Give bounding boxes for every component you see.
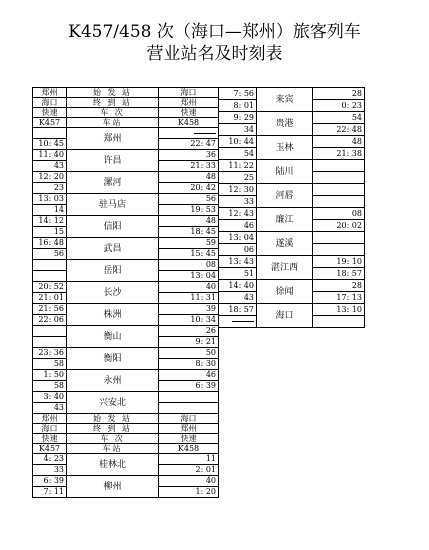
timetable-title: K457/458 次（海口—郑州）旅客列车 <box>68 22 361 42</box>
header-cell: 郑州 <box>33 88 67 98</box>
table-row <box>33 194 219 205</box>
up-time: 21: 38 <box>313 148 365 160</box>
station-name: 河唇 <box>257 184 313 208</box>
up-time: 17: 13 <box>313 292 365 304</box>
up-time: 28 <box>313 280 365 292</box>
down-time: 12: 43 <box>219 208 257 220</box>
up-time: 8: 30 <box>159 359 219 370</box>
up-time <box>313 184 365 196</box>
up-time: 22: 47 <box>159 139 219 150</box>
up-time: 10: 34 <box>159 315 219 326</box>
down-time: 23: 36 <box>33 348 67 359</box>
station-name: 陆川 <box>257 160 313 184</box>
station-name: 贵港 <box>257 112 313 136</box>
down-time: 13: 03 <box>33 194 67 205</box>
station-name: 湛江西 <box>257 256 313 280</box>
header-row <box>33 434 219 444</box>
up-time: 18: 57 <box>313 268 365 280</box>
down-time: 11: 22 <box>219 160 257 172</box>
down-time: 43 <box>219 292 257 304</box>
down-time: 12: 30 <box>219 184 257 196</box>
up-time <box>159 403 219 414</box>
down-time: 18: 57 <box>219 304 257 316</box>
table-row <box>33 326 219 337</box>
station-name: 衡阳 <box>67 348 159 370</box>
table-row <box>219 208 365 220</box>
header-cell: 郑州 <box>33 414 67 424</box>
down-time <box>33 337 67 348</box>
station-name: 廉江 <box>257 208 313 232</box>
down-time: 56 <box>33 249 67 260</box>
up-time: 18: 45 <box>159 227 219 238</box>
station-name: 许昌 <box>67 150 159 172</box>
up-time: 40 <box>159 476 219 487</box>
header-cell: K457 <box>33 444 67 454</box>
header-cell: 始 发 站 <box>67 88 159 98</box>
table-row <box>219 304 365 316</box>
down-time: 06 <box>219 244 257 256</box>
down-time: 21: 01 <box>33 293 67 304</box>
down-time: 12: 20 <box>33 172 67 183</box>
header-row <box>33 444 219 454</box>
up-time: 22: 48 <box>313 124 365 136</box>
up-time: 08 <box>159 260 219 271</box>
down-time: 43 <box>33 161 67 172</box>
header-cell: 快速 <box>159 434 219 444</box>
up-time: 39 <box>159 304 219 315</box>
station-name: 衡山 <box>67 326 159 348</box>
down-time <box>33 260 67 271</box>
station-name: 武昌 <box>67 238 159 260</box>
table-row <box>219 160 365 172</box>
up-time: 59 <box>159 238 219 249</box>
down-time: 1: 50 <box>33 370 67 381</box>
table-row <box>33 150 219 161</box>
header-cell: 海口 <box>159 414 219 424</box>
down-time: 58 <box>33 359 67 370</box>
table-row <box>219 112 365 124</box>
header-cell: 车站 <box>67 444 159 454</box>
right-timetable <box>218 87 365 328</box>
table-row <box>219 88 365 100</box>
down-time: 3: 40 <box>33 392 67 403</box>
up-time: 13: 04 <box>159 271 219 282</box>
header-cell: 车 次 <box>67 434 159 444</box>
header-cell: 快速 <box>33 108 67 118</box>
station-name: 遂溪 <box>257 232 313 256</box>
station-name: 漯河 <box>67 172 159 194</box>
table-row <box>219 184 365 196</box>
header-cell: K458 <box>159 444 219 454</box>
up-time <box>313 232 365 244</box>
down-time: 54 <box>219 148 257 160</box>
down-time: 46 <box>219 220 257 232</box>
down-time: 10: 44 <box>219 136 257 148</box>
up-time: 54 <box>313 112 365 124</box>
table-row <box>33 128 219 139</box>
table-row <box>33 304 219 315</box>
up-time: 48 <box>159 172 219 183</box>
header-row <box>33 414 219 424</box>
station-name: 兴安北 <box>67 392 159 414</box>
table-row <box>219 232 365 244</box>
station-name: 玉林 <box>257 136 313 160</box>
down-time <box>33 271 67 282</box>
header-cell: 快速 <box>159 108 219 118</box>
down-time: 15 <box>33 227 67 238</box>
table-row <box>33 260 219 271</box>
down-time: 14: 12 <box>33 216 67 227</box>
up-time: 13: 10 <box>313 304 365 316</box>
table-row <box>33 172 219 183</box>
up-time: 48 <box>159 216 219 227</box>
up-time: 28 <box>313 88 365 100</box>
up-time <box>313 160 365 172</box>
up-time: 50 <box>159 348 219 359</box>
up-time: 11: 31 <box>159 293 219 304</box>
header-row <box>33 88 219 98</box>
header-cell: 始 发 站 <box>67 414 159 424</box>
down-time: 21: 56 <box>33 304 67 315</box>
up-time: 08 <box>313 208 365 220</box>
down-time: 7: 11 <box>33 487 67 498</box>
up-time: 36 <box>159 150 219 161</box>
table-row <box>33 216 219 227</box>
down-time: 13: 43 <box>219 256 257 268</box>
up-time: 56 <box>159 194 219 205</box>
table-row <box>33 238 219 249</box>
down-time: 58 <box>33 381 67 392</box>
station-name: 柳州 <box>67 476 159 498</box>
up-time <box>313 196 365 208</box>
table-row <box>33 454 219 465</box>
up-time <box>159 392 219 403</box>
header-row <box>33 118 219 128</box>
down-time: 20: 52 <box>33 282 67 293</box>
up-time: 15: 45 <box>159 249 219 260</box>
down-time: 14 <box>33 205 67 216</box>
table-row <box>33 348 219 359</box>
station-name: 长沙 <box>67 282 159 304</box>
up-time: 19: 10 <box>313 256 365 268</box>
down-time <box>33 326 67 337</box>
down-time: 9: 29 <box>219 112 257 124</box>
header-cell: 车 次 <box>67 108 159 118</box>
header-cell: 郑州 <box>159 98 219 108</box>
up-time <box>313 244 365 256</box>
table-row <box>33 282 219 293</box>
up-time: 46 <box>159 370 219 381</box>
station-name: 海口 <box>257 304 313 328</box>
header-cell: K457 <box>33 118 67 128</box>
header-cell: 终 到 站 <box>67 424 159 434</box>
up-time: 26 <box>159 326 219 337</box>
up-time: 20: 42 <box>159 183 219 194</box>
down-time: 25 <box>219 172 257 184</box>
station-name: 来宾 <box>257 88 313 112</box>
down-time: 4: 23 <box>33 454 67 465</box>
down-time: 43 <box>33 403 67 414</box>
down-time: 16: 48 <box>33 238 67 249</box>
down-time: 33 <box>219 196 257 208</box>
up-time: 20: 02 <box>313 220 365 232</box>
down-time: 22: 06 <box>33 315 67 326</box>
up-time: 2: 01 <box>159 465 219 476</box>
header-cell: 车站 <box>67 118 159 128</box>
down-time <box>33 128 67 139</box>
up-time: 1: 20 <box>159 487 219 498</box>
header-cell: 海口 <box>159 88 219 98</box>
up-time <box>159 128 219 139</box>
station-name: 信阳 <box>67 216 159 238</box>
up-time: 9: 21 <box>159 337 219 348</box>
table-row <box>33 392 219 403</box>
table-row <box>33 476 219 487</box>
station-name: 郑州 <box>67 128 159 150</box>
down-time: 14: 40 <box>219 280 257 292</box>
down-time: 23 <box>33 183 67 194</box>
header-row <box>33 424 219 434</box>
header-row <box>33 98 219 108</box>
header-cell: 海口 <box>33 98 67 108</box>
timetable-subtitle: 营业站名及时刻表 <box>146 44 283 64</box>
header-cell: 郑州 <box>159 424 219 434</box>
table-row <box>33 370 219 381</box>
header-cell: K458 <box>159 118 219 128</box>
station-name: 岳阳 <box>67 260 159 282</box>
down-time: 34 <box>219 124 257 136</box>
down-time: 11: 40 <box>33 150 67 161</box>
header-cell: 终 到 站 <box>67 98 159 108</box>
down-time: 6: 39 <box>33 476 67 487</box>
up-time: 48 <box>313 136 365 148</box>
up-time <box>313 316 365 328</box>
station-name: 永州 <box>67 370 159 392</box>
table-row <box>219 280 365 292</box>
up-time: 6: 39 <box>159 381 219 392</box>
up-time: 11 <box>159 454 219 465</box>
down-time: 33 <box>33 465 67 476</box>
station-name: 株洲 <box>67 304 159 326</box>
up-time: 19: 53 <box>159 205 219 216</box>
down-time <box>219 316 257 328</box>
station-name: 桂林北 <box>67 454 159 476</box>
down-time: 13: 04 <box>219 232 257 244</box>
station-name: 驻马店 <box>67 194 159 216</box>
up-time: 0: 23 <box>313 100 365 112</box>
up-time <box>313 172 365 184</box>
down-time: 7: 56 <box>219 88 257 100</box>
station-name: 徐闻 <box>257 280 313 304</box>
left-timetable <box>32 87 219 498</box>
up-time: 21: 33 <box>159 161 219 172</box>
down-time: 10: 45 <box>33 139 67 150</box>
header-cell: 快速 <box>33 434 67 444</box>
table-row <box>219 256 365 268</box>
up-time: 40 <box>159 282 219 293</box>
table-row <box>219 136 365 148</box>
header-row <box>33 108 219 118</box>
down-time: 8: 01 <box>219 100 257 112</box>
down-time: 51 <box>219 268 257 280</box>
header-cell: 海口 <box>33 424 67 434</box>
